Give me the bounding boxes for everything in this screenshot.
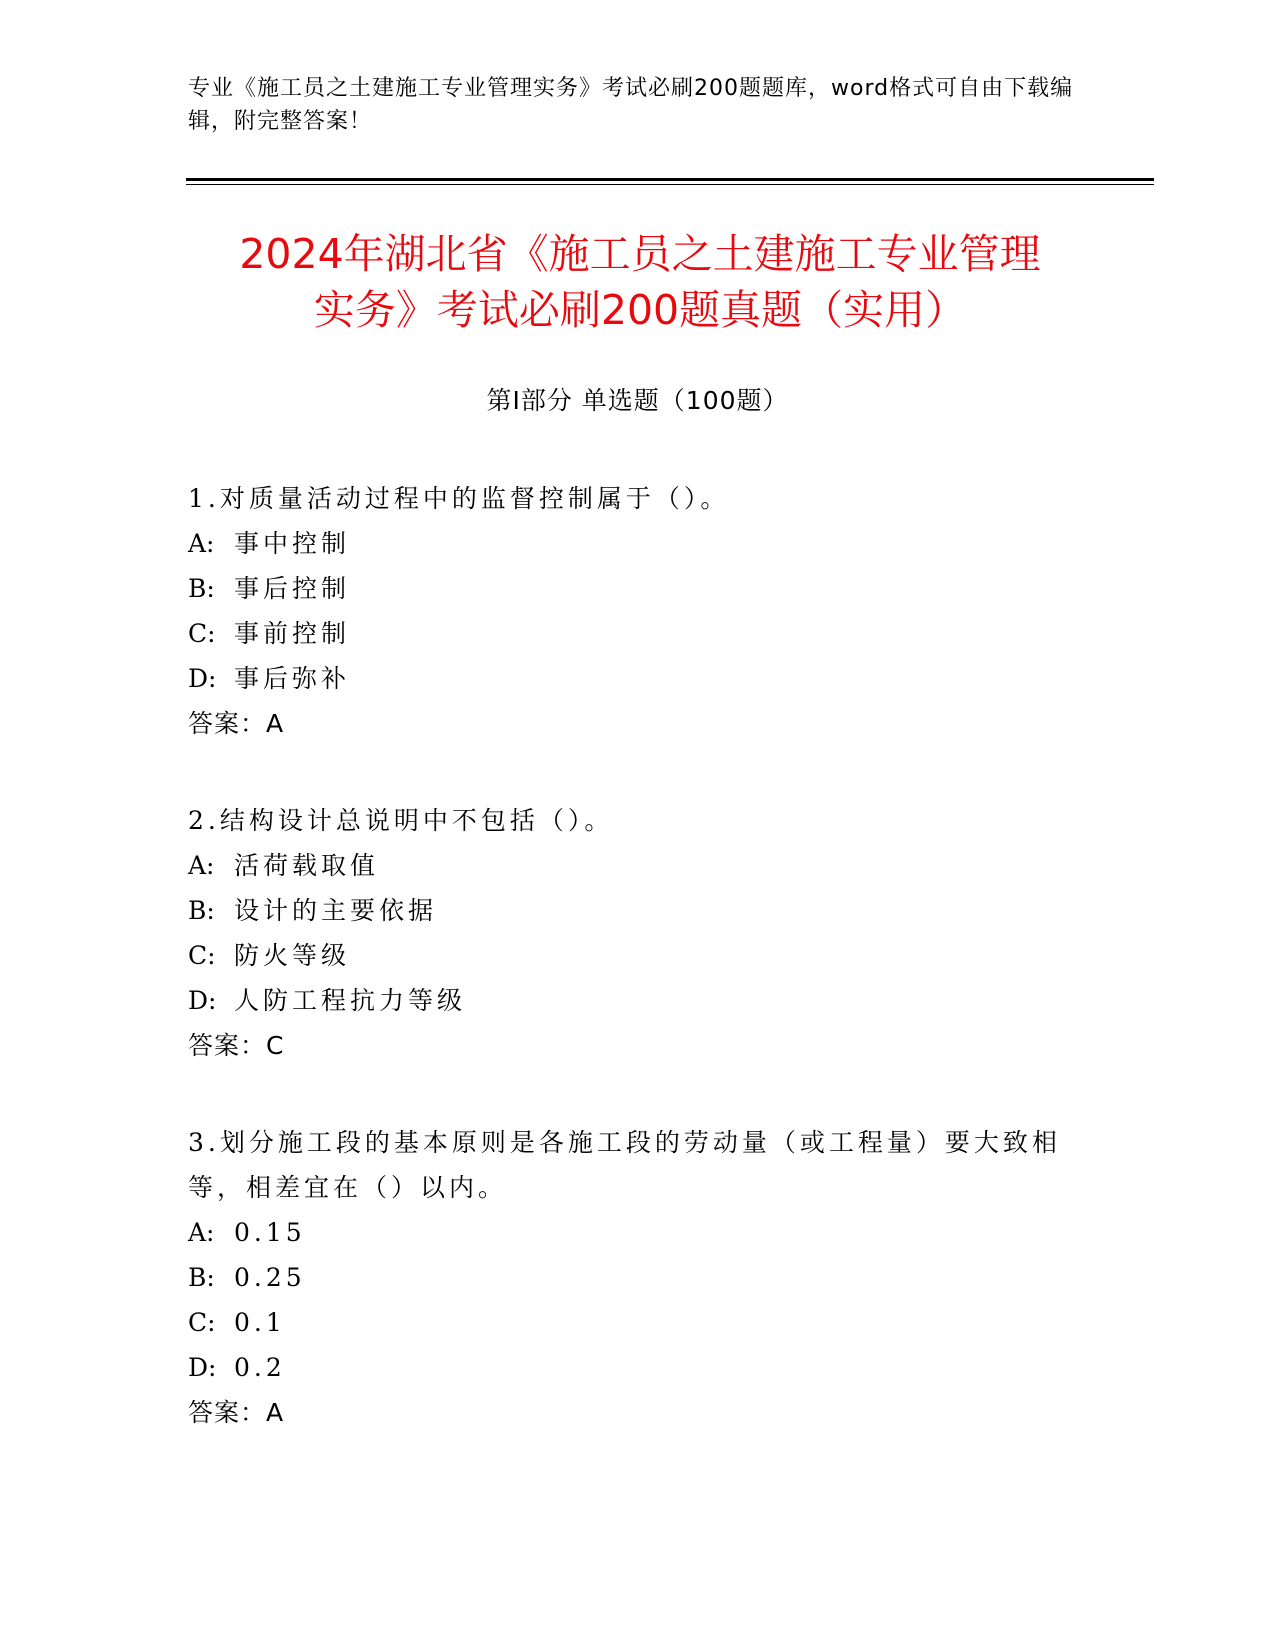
question-2	[188, 798, 1068, 1068]
document-title-line-2: 实务》考试必刷200题真题（实用）	[313, 286, 967, 334]
option-key: C:	[188, 1308, 216, 1337]
answer-line	[188, 1390, 1068, 1435]
header-divider-thin	[186, 184, 1154, 185]
option-text: 0.25	[234, 1263, 306, 1292]
option-c	[188, 1300, 1068, 1345]
option-text: 事前控制	[234, 619, 351, 648]
option-key: C:	[188, 619, 216, 648]
option-d	[188, 656, 1068, 701]
option-a	[188, 521, 1068, 566]
option-b	[188, 566, 1068, 611]
header-note: 专业《施工员之土建施工专业管理实务》考试必刷200题题库，word格式可自由下载编辑，附完整答案！	[188, 76, 1074, 134]
option-b	[188, 1255, 1068, 1300]
answer-label: 答案：	[188, 1398, 267, 1427]
option-a	[188, 843, 1068, 888]
answer-label: 答案：	[188, 1031, 267, 1060]
document-title-line-1: 2024年湖北省《施工员之土建施工专业管理	[239, 230, 1041, 278]
option-text: 防火等级	[234, 941, 351, 970]
option-text: 0.1	[234, 1308, 286, 1337]
answer-value: A	[266, 709, 285, 738]
option-text: 设计的主要依据	[234, 896, 438, 925]
question-stem: 3.划分施工段的基本原则是各施工段的劳动量（或工程量）要大致相等，相差宜在（）以内。	[188, 1128, 1061, 1202]
option-text: 人防工程抗力等级	[234, 986, 467, 1015]
option-text: 事中控制	[234, 529, 351, 558]
question-list	[188, 476, 1068, 1487]
option-key: A:	[188, 1218, 215, 1247]
option-key: C:	[188, 941, 216, 970]
option-text: 事后控制	[234, 574, 351, 603]
option-key: D:	[188, 1353, 217, 1382]
option-text: 活荷载取值	[234, 851, 380, 880]
option-b	[188, 888, 1068, 933]
option-text: 0.2	[234, 1353, 286, 1382]
option-key: A:	[188, 851, 215, 880]
question-3	[188, 1120, 1068, 1435]
option-text: 0.15	[234, 1218, 306, 1247]
answer-value: A	[266, 1398, 285, 1427]
option-key: A:	[188, 529, 215, 558]
option-key: D:	[188, 986, 217, 1015]
option-d	[188, 1345, 1068, 1390]
option-a	[188, 1210, 1068, 1255]
answer-line	[188, 701, 1068, 746]
header-divider-thick	[186, 178, 1154, 181]
answer-value: C	[266, 1031, 285, 1060]
document-title	[170, 226, 1110, 338]
option-c	[188, 611, 1068, 656]
option-key: D:	[188, 664, 217, 693]
answer-label: 答案：	[188, 709, 267, 738]
question-stem: 1.对质量活动过程中的监督控制属于（）。	[188, 484, 730, 513]
question-stem: 2.结构设计总说明中不包括（）。	[188, 806, 614, 835]
question-1	[188, 476, 1068, 746]
option-key: B:	[188, 574, 215, 603]
option-text: 事后弥补	[234, 664, 351, 693]
answer-line	[188, 1023, 1068, 1068]
option-c	[188, 933, 1068, 978]
section-title: 第Ⅰ部分 单选题（100题）	[486, 386, 789, 415]
option-key: B:	[188, 1263, 215, 1292]
option-d	[188, 978, 1068, 1023]
option-key: B:	[188, 896, 215, 925]
